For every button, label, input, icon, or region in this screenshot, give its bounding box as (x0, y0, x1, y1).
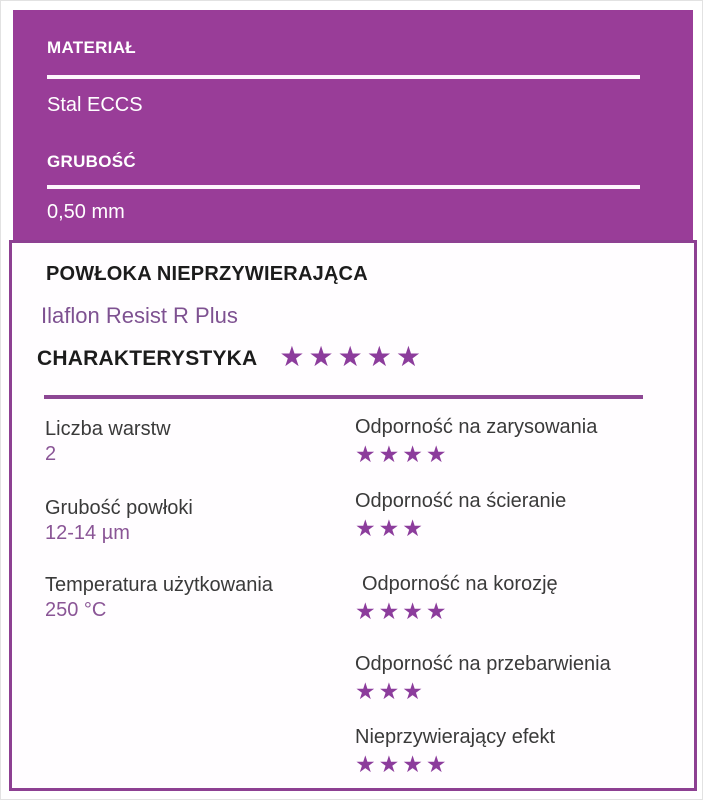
coating-details-panel (9, 240, 697, 791)
rating-item-abrasion-resistance (355, 489, 675, 542)
spec-item-usage-temperature (45, 573, 345, 623)
thickness-underline (47, 185, 640, 189)
characteristics-row (37, 340, 425, 373)
star-rating: ★★★ (355, 516, 426, 542)
star-rating: ★★★★ (355, 752, 450, 778)
spec-label: Liczba warstw (45, 418, 171, 440)
rating-item-nonstick-effect (355, 725, 675, 778)
thickness-value: 0,50 mm (47, 201, 125, 223)
star-rating: ★★★★ (355, 599, 450, 625)
spec-value: 250 °C (45, 599, 107, 621)
star-rating: ★★★★ (355, 442, 450, 468)
spec-label: Grubość powłoki (45, 497, 193, 519)
rating-item-discoloration-resistance (355, 652, 675, 705)
material-header-panel (13, 10, 693, 240)
spec-value: 12-14 µm (45, 522, 130, 544)
spec-item-layers (45, 417, 345, 467)
rating-label: Odporność na przebarwienia (355, 653, 611, 675)
material-value: Stal ECCS (47, 94, 143, 116)
characteristics-star-rating: ★★★★★ (279, 340, 425, 373)
spec-label: Temperatura użytkowania (45, 574, 273, 596)
rating-label: Odporność na korozję (362, 573, 558, 595)
material-underline (47, 75, 640, 79)
material-section-title: MATERIAŁ (47, 38, 136, 57)
star-rating: ★★★ (355, 679, 426, 705)
rating-item-corrosion-resistance (355, 572, 675, 625)
rating-item-scratch-resistance (355, 415, 675, 468)
characteristics-title: CHARAKTERYSTYKA (37, 346, 258, 370)
section-divider (44, 395, 643, 399)
rating-label: Odporność na zarysowania (355, 416, 598, 438)
rating-label: Nieprzywierający efekt (355, 726, 556, 748)
rating-label: Odporność na ścieranie (355, 490, 567, 512)
spec-item-coating-thickness (45, 496, 345, 546)
coating-section-title: POWŁOKA NIEPRZYWIERAJĄCA (46, 263, 368, 285)
coating-product-name: Ilaflon Resist R Plus (41, 303, 238, 328)
spec-value: 2 (45, 443, 57, 465)
thickness-section-title: GRUBOŚĆ (47, 152, 136, 171)
